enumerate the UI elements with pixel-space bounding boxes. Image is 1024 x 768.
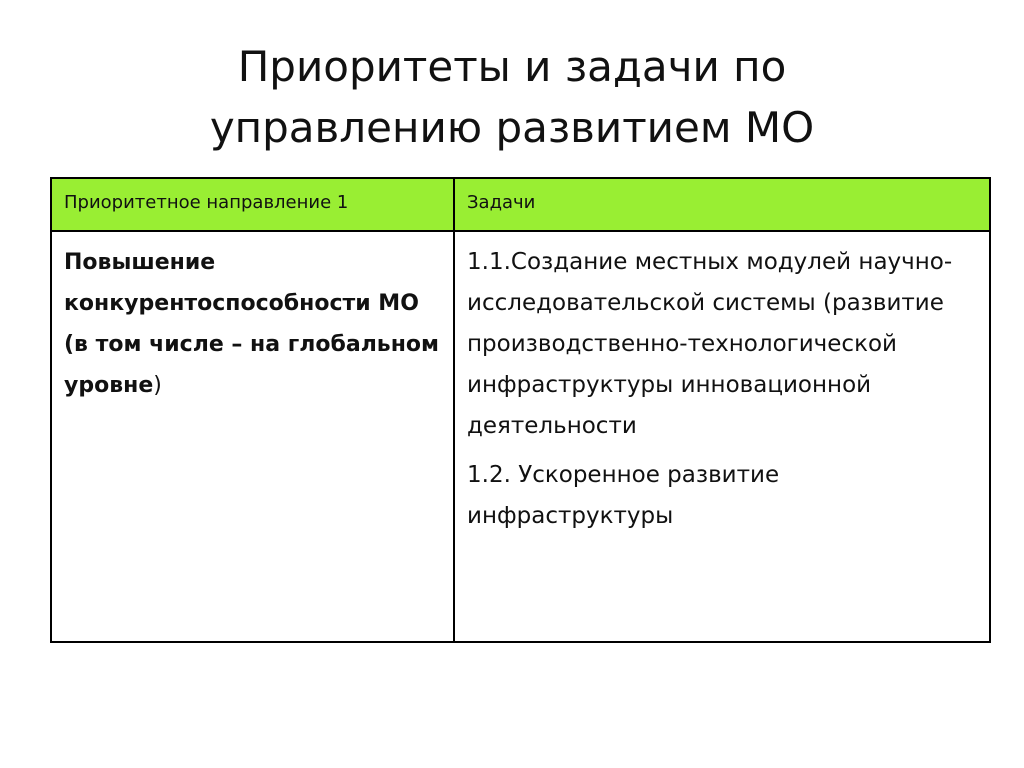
priority-text-tail: ): [153, 373, 162, 398]
header-tasks: Задачи: [454, 178, 990, 231]
slide-title-line-2: управлению развитием МО: [209, 103, 815, 152]
task-item-1-2: 1.2. Ускоренное развитие инфраструктуры: [467, 462, 780, 529]
priority-text: [64, 242, 441, 406]
table-row: [51, 231, 990, 642]
tasks-cell: [454, 231, 990, 642]
table-header-row: [51, 178, 990, 231]
task-item-1-1: 1.1.Создание местных модулей научно-исследовательской системы (развитие производственно-технологической инфраструктуры инновационной деятельности: [467, 249, 953, 439]
priority-cell: [51, 231, 454, 642]
priority-bold-text: Повышение конкурентоспособности МО (в том числе – на глобальном уровне: [64, 250, 440, 398]
priorities-table: [50, 177, 991, 643]
header-priority-direction: Приоритетное направление 1: [51, 178, 454, 231]
slide-title: [0, 36, 1024, 158]
slide-title-line-1: Приоритеты и задачи по: [237, 42, 787, 91]
